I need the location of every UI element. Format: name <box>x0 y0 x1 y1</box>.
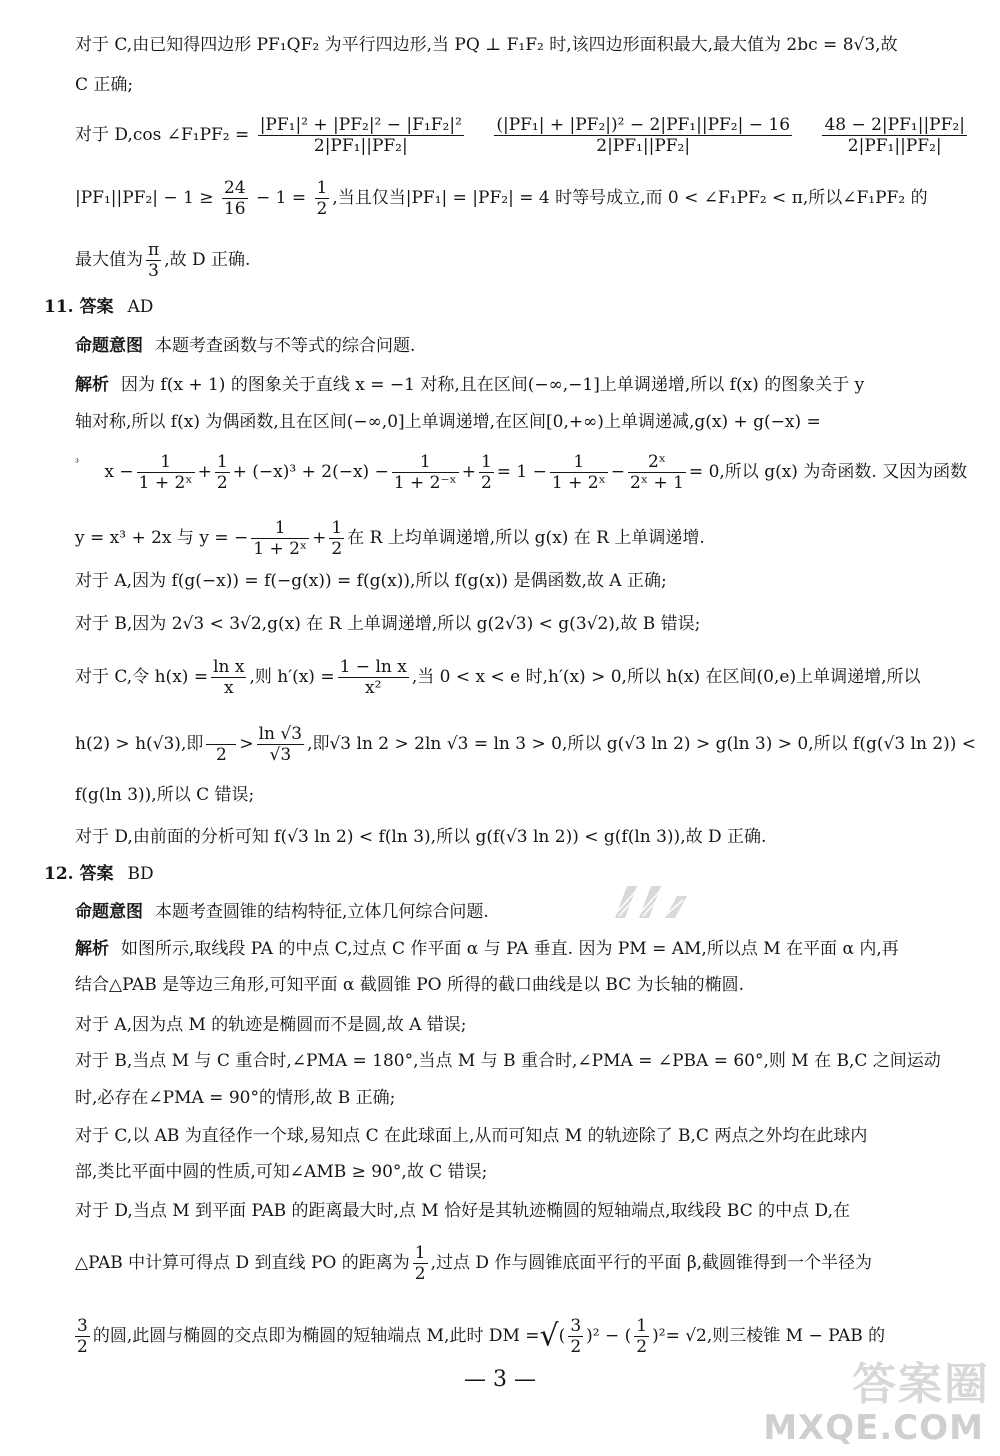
q12-option-d-line3: $\frac{3}{2}$ 的圆,此圆与椭圆的交点即为椭圆的短轴端点 M,此时 DM =√( $\frac{3}{2}$ )² − ( $\frac{1}{2}$ )²= √2,则三棱锥 M − PAB 的 <box>77 1316 886 1357</box>
q12-intent: 命题意图 本题考查圆锥的结构特征,立体几何综合问题. <box>75 902 489 922</box>
q12-option-d-line1: 对于 D,当点 M 到平面 PAB 的距离最大时,点 M 恰好是其轨迹椭圆的短轴端点,取线段 BC 的中点 D,在 <box>75 1201 850 1221</box>
q10-c-line1: 对于 C,由已知得四边形 PF₁QF₂ 为平行四边形,当 PQ ⊥ F₁F₂ 时,该四边形面积最大,最大值为 2bc = 8√3,故 <box>75 35 898 55</box>
page-number: — 3 — <box>464 1367 536 1392</box>
q12-answer-value: BD <box>127 864 154 884</box>
q10-d2-fraction-2: $\frac{1}{2}$ <box>316 178 328 219</box>
q11-solution-line2: 轴对称,所以 f(x) 为偶函数,且在区间(−∞,0]上单调递增,在区间[0,+∞)上单调递减,g(x) + g(−x) = <box>75 412 821 432</box>
q10-d2-term: |PF₁||PF₂| <box>75 188 159 208</box>
q11-option-c-line3: f(g(ln 3)),所以 C 错误; <box>75 785 255 805</box>
q12-answer-heading: 12. 答案 BD <box>44 864 154 884</box>
q10-c-line2: C 正确; <box>75 75 134 95</box>
q11-solution-line1: 解析 因为 f(x + 1) 的图象关于直线 x = −1 对称,且在区间(−∞,−1]上单调递增,所以 f(x) 的图象关于 y <box>75 375 865 395</box>
q10-d-line2: |PF₁||PF₂| − 1 ≥ $\frac{24}{16}$ − 1 = $\frac{1}{2}$ ,当且仅当|PF₁| = |PF₂| = 4 时等号成立,而 0 < ∠F₁PF₂ < π,所以∠F₁PF₂ 的 <box>75 178 928 219</box>
watermark-url-text: MXQE.COM <box>763 1408 984 1448</box>
q10-d-fraction-3: $\frac{\text{48 − 2|PF₁||PF₂|}}{\text{2|PF₁||PF₂|}}$ <box>824 115 965 156</box>
q11-solution-line4: y = x³ + 2x 与 y = − $\frac{1}{\text{1 + 2ˣ}}$ + $\frac{1}{2}$ 在 R 上均单调递增,所以 g(x) 在 R 上单调递增. <box>75 518 705 559</box>
q12-solution-line1: 解析 如图所示,取线段 PA 的中点 C,过点 C 作平面 α 与 PA 垂直. 因为 PM = AM,所以点 M 在平面 α 内,再 <box>75 939 899 959</box>
q12-option-b-line2: 时,必存在∠PMA = 90°的情形,故 B 正确; <box>75 1088 396 1108</box>
q12-option-d-line2: △PAB 中计算可得点 D 到直线 PO 的距离为 $\frac{1}{2}$ ,过点 D 作与圆锥底面平行的平面 β,截圆锥得到一个半径为 <box>75 1243 873 1284</box>
watermark-chinese-text: 答案圈 <box>852 1359 990 1410</box>
q12-option-a: 对于 A,因为点 M 的轨迹是椭圆而不是圆,故 A 错误; <box>75 1015 467 1035</box>
q10-d-fraction-2: $\frac{\text{(|PF₁| + |PF₂|)² − 2|PF₁||PF₂| − 16}}{\text{2|PF₁||PF₂|}}$ <box>496 115 791 156</box>
q11-option-c-line1: 对于 C,令 h(x) = $\frac{\text{ln x}}{x}$ ,则 h′(x) = $\frac{\text{1 − ln x}}{\text{x²}}$ ,当 0 < x < e 时,h′(x) > 0,所以 h(x) 在区间(0,e)上单调递增,所以 <box>75 657 921 698</box>
site-watermark-logo <box>763 1348 990 1448</box>
q11-option-c-line2: h(2) > h(√3),即 2 > $\frac{\ln √3}{√3}$ ,即√3 ln 2 > 2ln √3 = ln 3 > 0,所以 g(√3 ln 2) > g(ln 3) > 0,所以 f(g(√3 ln 2)) < <box>75 724 977 765</box>
q11-intent: 命题意图 本题考查函数与不等式的综合问题. <box>75 336 416 356</box>
q11-option-b: 对于 B,因为 2√3 < 3√2,g(x) 在 R 上单调递增,所以 g(2√3) < g(3√2),故 B 错误; <box>75 614 701 634</box>
q12-option-c-line2: 部,类比平面中圆的性质,可知∠AMB ≥ 90°,故 C 错误; <box>75 1162 488 1182</box>
q12-option-b-line1: 对于 B,当点 M 与 C 重合时,∠PMA = 180°,当点 M 与 B 重合时,∠PMA = ∠PBA = 60°,则 M 在 B,C 之间运动 <box>75 1051 941 1071</box>
q11-option-d: 对于 D,由前面的分析可知 f(√3 ln 2) < f(ln 3),所以 g(f(√3 ln 2)) < g(f(ln 3)),故 D 正确. <box>75 827 767 847</box>
q10-d-fraction-1: $\frac{\text{|PF₁|² + |PF₂|² − |F₁F₂|²}}{\text{2|PF₁||PF₂|}}$ <box>259 115 462 156</box>
q12-solution-line2: 结合△PAB 是等边三角形,可知平面 α 截圆锥 PO 所得的截口曲线是以 BC 为长轴的椭圆. <box>75 975 745 995</box>
q12-option-c-line1: 对于 C,以 AB 为直径作一个球,易知点 C 在此球面上,从而可知点 M 的轨迹除了 B,C 两点之外均在此球内 <box>75 1126 868 1146</box>
q11-answer-value: AD <box>127 297 154 317</box>
q11-option-a: 对于 A,因为 f(g(−x)) = f(−g(x)) = f(g(x)),所以 f(g(x)) 是偶函数,故 A 正确; <box>75 571 667 591</box>
watermark-hatch-icon <box>605 882 700 922</box>
sqrt-icon: √ <box>539 1318 559 1354</box>
q10-d-line3: 最大值为 $\frac{\pi}{3}$ ,故 D 正确. <box>75 240 251 281</box>
q10-d3-fraction: $\frac{\pi}{3}$ <box>148 240 160 281</box>
q10-d-prefix: 对于 D,cos ∠F₁PF₂ = <box>75 125 250 145</box>
q11-answer-heading: 11. 答案 AD <box>44 297 154 317</box>
q10-d-line1 <box>75 115 965 156</box>
q11-solution-line3: $^{^3}$ x − $\frac{1}{\text{1 + 2ˣ}}$ + $\frac{1}{2}$ + (−x)³ + 2(−x) − $\frac{1}{\text{1 + 2⁻ˣ}}$ + $\frac{1}{2}$ = 1 − $\frac{1}{\text{1 + 2ˣ}}$ − $\frac{\text{2ˣ}}{\text{2ˣ + 1}}$ = 0,所以 g(x) 为奇函数. 又因为函数 <box>75 452 968 493</box>
q10-d2-fraction-1: $\frac{24}{16}$ <box>223 178 246 219</box>
